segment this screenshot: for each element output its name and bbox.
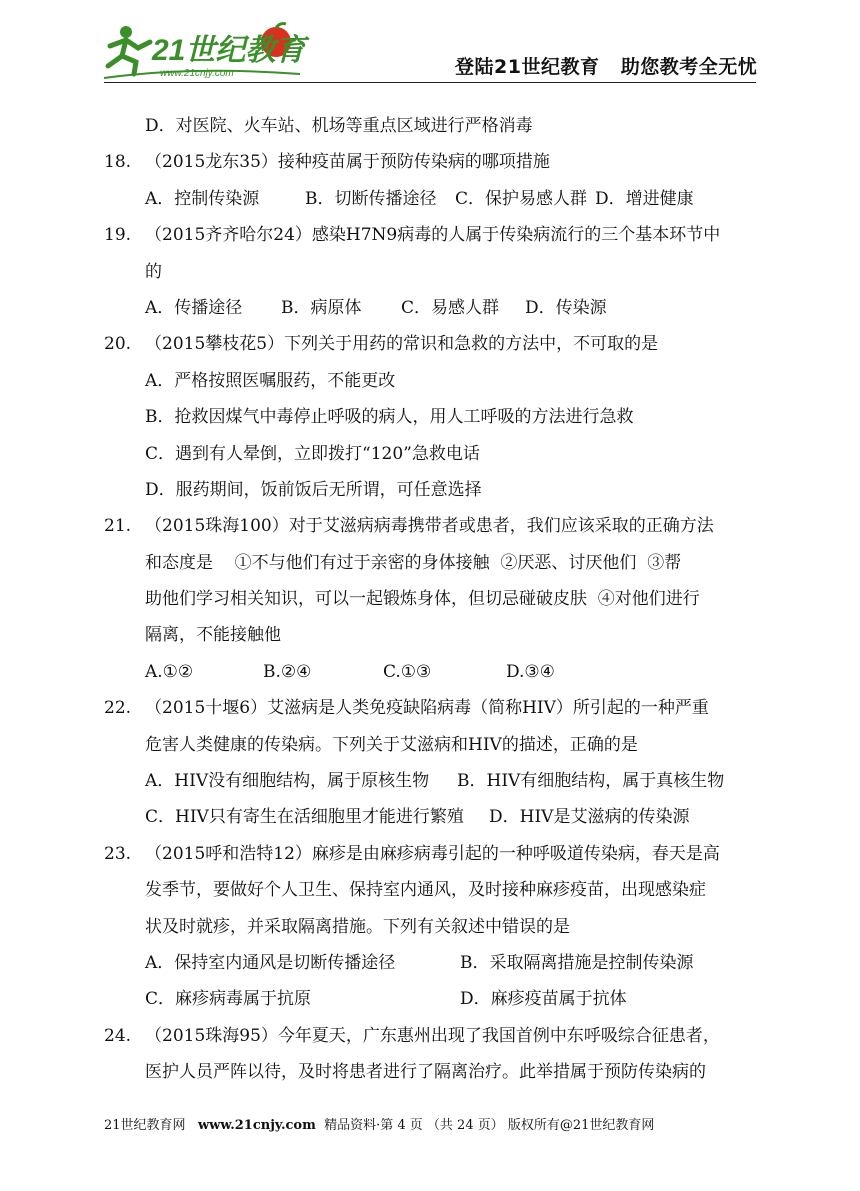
footer-site: 21世纪教育网 xyxy=(104,1118,186,1133)
question-22-options-ab xyxy=(145,763,760,799)
question-stem: （2015齐齐哈尔24）感染H7N9病毒的人属于传染病流行的三个基本环节中 xyxy=(145,225,721,246)
question-number: 23. xyxy=(104,843,132,864)
option-c: C．保护易感人群 xyxy=(455,188,588,209)
question-18-options xyxy=(145,181,760,217)
question-24 xyxy=(104,1018,760,1054)
question-stem: （2015龙东35）接种疫苗属于预防传染病的哪项措施 xyxy=(145,152,550,173)
option-a: A．传播途径 xyxy=(145,297,243,318)
footer-page-info: 精品资料·第 4 页 （共 24 页） 版权所有@21世纪教育网 xyxy=(324,1118,655,1133)
question-23 xyxy=(104,836,760,872)
question-20 xyxy=(104,326,760,362)
option-b: B．切断传播途径 xyxy=(305,188,437,209)
option-b: B．抢救因煤气中毒停止呼吸的病人，用人工呼吸的方法进行急救 xyxy=(145,407,634,428)
option-b: B．HIV有细胞结构，属于真核生物 xyxy=(457,771,725,792)
option-b: B.②④ xyxy=(263,661,312,682)
option-c: C．遇到有人晕倒，立即拨打“120”急救电话 xyxy=(145,443,480,464)
question-stem: （2015珠海95）今年夏天，广东惠州出现了我国首例中东呼吸综合征患者， xyxy=(145,1025,720,1046)
logo-url: www.21cnjy.com xyxy=(160,68,234,79)
question-19-cont: 的 xyxy=(145,261,162,282)
question-19 xyxy=(104,217,760,253)
page-header xyxy=(0,0,860,92)
option-a: A．保持室内通风是切断传播途径 xyxy=(145,952,396,973)
footer-url: www.21cnjy.com xyxy=(197,1118,316,1133)
question-21-options xyxy=(145,654,760,690)
option-d: D.③④ xyxy=(506,661,555,682)
question-number: 18. xyxy=(104,152,132,173)
header-divider xyxy=(104,82,756,83)
question-number: 20. xyxy=(104,334,132,355)
question-number: 19. xyxy=(104,225,132,246)
option-b: B．采取隔离措施是控制传染源 xyxy=(460,952,694,973)
option-c: C．易感人群 xyxy=(401,297,500,318)
site-logo xyxy=(100,20,310,82)
option-d: D．HIV是艾滋病的传染源 xyxy=(489,807,690,828)
option-c: C．麻疹病毒属于抗原 xyxy=(145,989,312,1010)
question-number: 21. xyxy=(104,516,132,537)
header-slogan: 登陆21世纪教育 助您教考全无忧 xyxy=(455,56,758,78)
option-d: D．麻疹疫苗属于抗体 xyxy=(460,989,627,1010)
option-b: B．病原体 xyxy=(281,297,362,318)
question-content xyxy=(104,108,760,1091)
question-22-options-cd xyxy=(145,799,760,835)
option-a: A．严格按照医嘱服药，不能更改 xyxy=(145,370,396,391)
question-stem: （2015攀枝花5）下列关于用药的常识和急救的方法中，不可取的是 xyxy=(145,334,659,355)
option-d-prev: D．对医院、火车站、机场等重点区域进行严格消毒 xyxy=(145,116,533,136)
option-d: D．传染源 xyxy=(525,297,607,318)
question-21-cont: 隔离，不能接触他 xyxy=(145,625,281,646)
question-21-cont: 助他们学习相关知识，可以一起锻炼身体，但切忌碰破皮肤 ④对他们进行 xyxy=(145,589,700,610)
question-18 xyxy=(104,144,760,180)
option-a: A．控制传染源 xyxy=(145,188,260,209)
option-c: C.①③ xyxy=(383,661,432,682)
option-c: C．HIV只有寄生在活细胞里才能进行繁殖 xyxy=(145,807,464,828)
question-21-cont: 和态度是 ①不与他们有过于亲密的身体接触 ②厌恶、讨厌他们 ③帮 xyxy=(145,552,682,573)
question-23-options-cd xyxy=(145,981,760,1017)
question-23-cont: 发季节，要做好个人卫生、保持室内通风，及时接种麻疹疫苗，出现感染症 xyxy=(145,880,706,901)
question-23-cont: 状及时就疹，并采取隔离措施。下列有关叙述中错误的是 xyxy=(145,916,570,937)
option-d: D．服药期间，饭前饭后无所谓，可任意选择 xyxy=(145,479,482,500)
question-23-options-ab xyxy=(145,945,760,981)
question-number: 22. xyxy=(104,698,132,719)
question-24-cont: 医护人员严阵以待，及时将患者进行了隔离治疗。此举措属于预防传染病的 xyxy=(145,1062,706,1083)
question-22 xyxy=(104,690,760,726)
logo-text: 21世纪教育 xyxy=(152,34,306,67)
question-19-options xyxy=(145,290,760,326)
option-a: A.①② xyxy=(145,661,194,682)
question-stem: （2015珠海100）对于艾滋病病毒携带者或患者，我们应该采取的正确方法 xyxy=(145,516,714,537)
question-number: 24. xyxy=(104,1025,132,1046)
option-d: D．增进健康 xyxy=(595,188,694,209)
question-22-cont: 危害人类健康的传染病。下列关于艾滋病和HIV的描述，正确的是 xyxy=(145,734,638,755)
question-stem: （2015呼和浩特12）麻疹是由麻疹病毒引起的一种呼吸道传染病，春天是高 xyxy=(145,843,720,864)
option-a: A．HIV没有细胞结构，属于原核生物 xyxy=(145,771,430,792)
runner-icon xyxy=(108,26,150,74)
page-footer xyxy=(104,1114,654,1133)
question-21 xyxy=(104,508,760,544)
question-stem: （2015十堰6）艾滋病是人类免疫缺陷病毒（简称HIV）所引起的一种严重 xyxy=(145,698,709,719)
